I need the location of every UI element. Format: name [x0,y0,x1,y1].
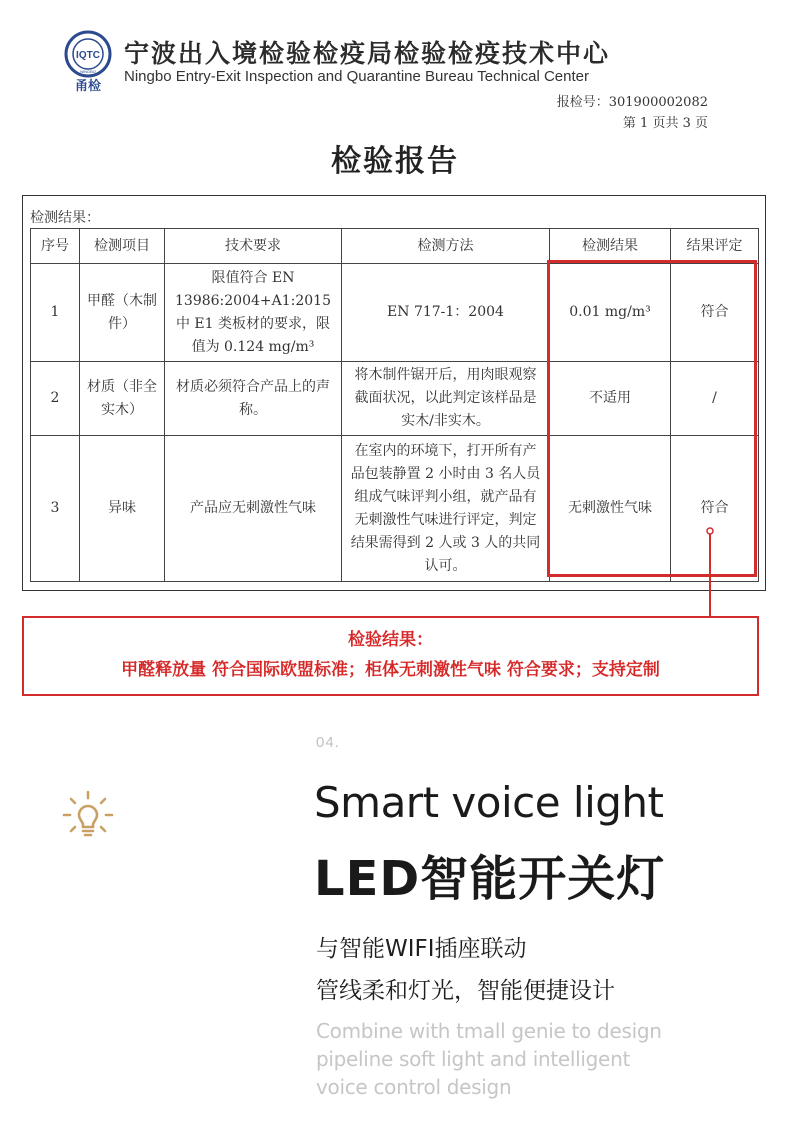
test-item: 异味 [80,436,165,582]
lightbulb-icon [60,788,116,844]
feature-title-cn: LED智能开关灯 [314,851,666,907]
column-header: 结果评定 [671,229,759,264]
row-number: 2 [31,362,80,436]
requirement: 产品应无刺激性气味 [165,436,342,582]
test-item: 材质（非全实木） [80,362,165,436]
conclusion-callout [22,616,759,696]
feature-title-en: Smart voice light [314,778,664,827]
verdict: 符合 [671,436,759,582]
row-number: 1 [31,264,80,362]
report-title: 检验报告 [331,144,459,179]
column-header: 检测结果 [550,229,671,264]
column-header: 技术要求 [165,229,342,264]
report-number: 报检号：301900002082 [556,95,708,110]
conclusion-title: 检验结果： [348,630,433,650]
column-header: 检测方法 [342,229,550,264]
logo-badge-text: IQTC [76,50,100,61]
result-highlight-frame [547,260,757,577]
feature-number: 04. [316,734,340,751]
column-header: 序号 [31,229,80,264]
organization-name-cn: 宁波出入境检验检疫局检验检疫技术中心 [124,39,611,68]
bureau-logo [62,30,114,92]
test-item: 甲醛（木制件） [80,264,165,362]
verdict: 符合 [671,264,759,362]
results-label: 检测结果： [30,210,100,226]
callout-line [709,530,711,616]
table-header-row [31,229,759,264]
row-number: 3 [31,436,80,582]
feature-desc-en: pipeline soft light and intelligent [316,1047,630,1071]
requirement: 限值符合 EN 13986:2004+A1:2015 中 E1 类板材的要求，限值为 0.124 mg/m³ [165,264,342,362]
feature-desc-en: Combine with tmall genie to design [316,1019,662,1043]
callout-dot [705,526,715,536]
logo-arc-text: NINGBO [80,69,96,74]
column-header: 检测项目 [80,229,165,264]
feature-desc-en: voice control design [316,1075,512,1099]
verdict: / [671,362,759,436]
organization-name-en: Ningbo Entry-Exit Inspection and Quarantine Bureau Technical Center [124,68,589,85]
feature-desc-cn: 管线柔和灯光，智能便捷设计 [316,978,615,1004]
test-method: 在室内的环境下，打开所有产品包装静置 2 小时由 3 名人员组成气味评判小组，就产品有无刺激性气味进行评定，判定结果需得到 2 人或 3 人的共同认可。 [342,436,550,582]
test-result: 无刺激性气味 [550,436,671,582]
page-indicator: 第 1 页共 3 页 [622,116,708,131]
conclusion-text: 甲醛释放量 符合国际欧盟标准；柜体无刺激性气味 符合要求；支持定制 [121,660,660,680]
requirement: 材质必须符合产品上的声称。 [165,362,342,436]
test-method: 将木制件锯开后，用肉眼观察截面状况，以此判定该样品是实木/非实木。 [342,362,550,436]
logo-caption: 甬检 [74,79,102,92]
feature-desc-cn: 与智能WIFI插座联动 [316,936,527,962]
test-method: EN 717-1：2004 [342,264,550,362]
test-result: 不适用 [550,362,671,436]
test-result: 0.01 mg/m³ [550,264,671,362]
